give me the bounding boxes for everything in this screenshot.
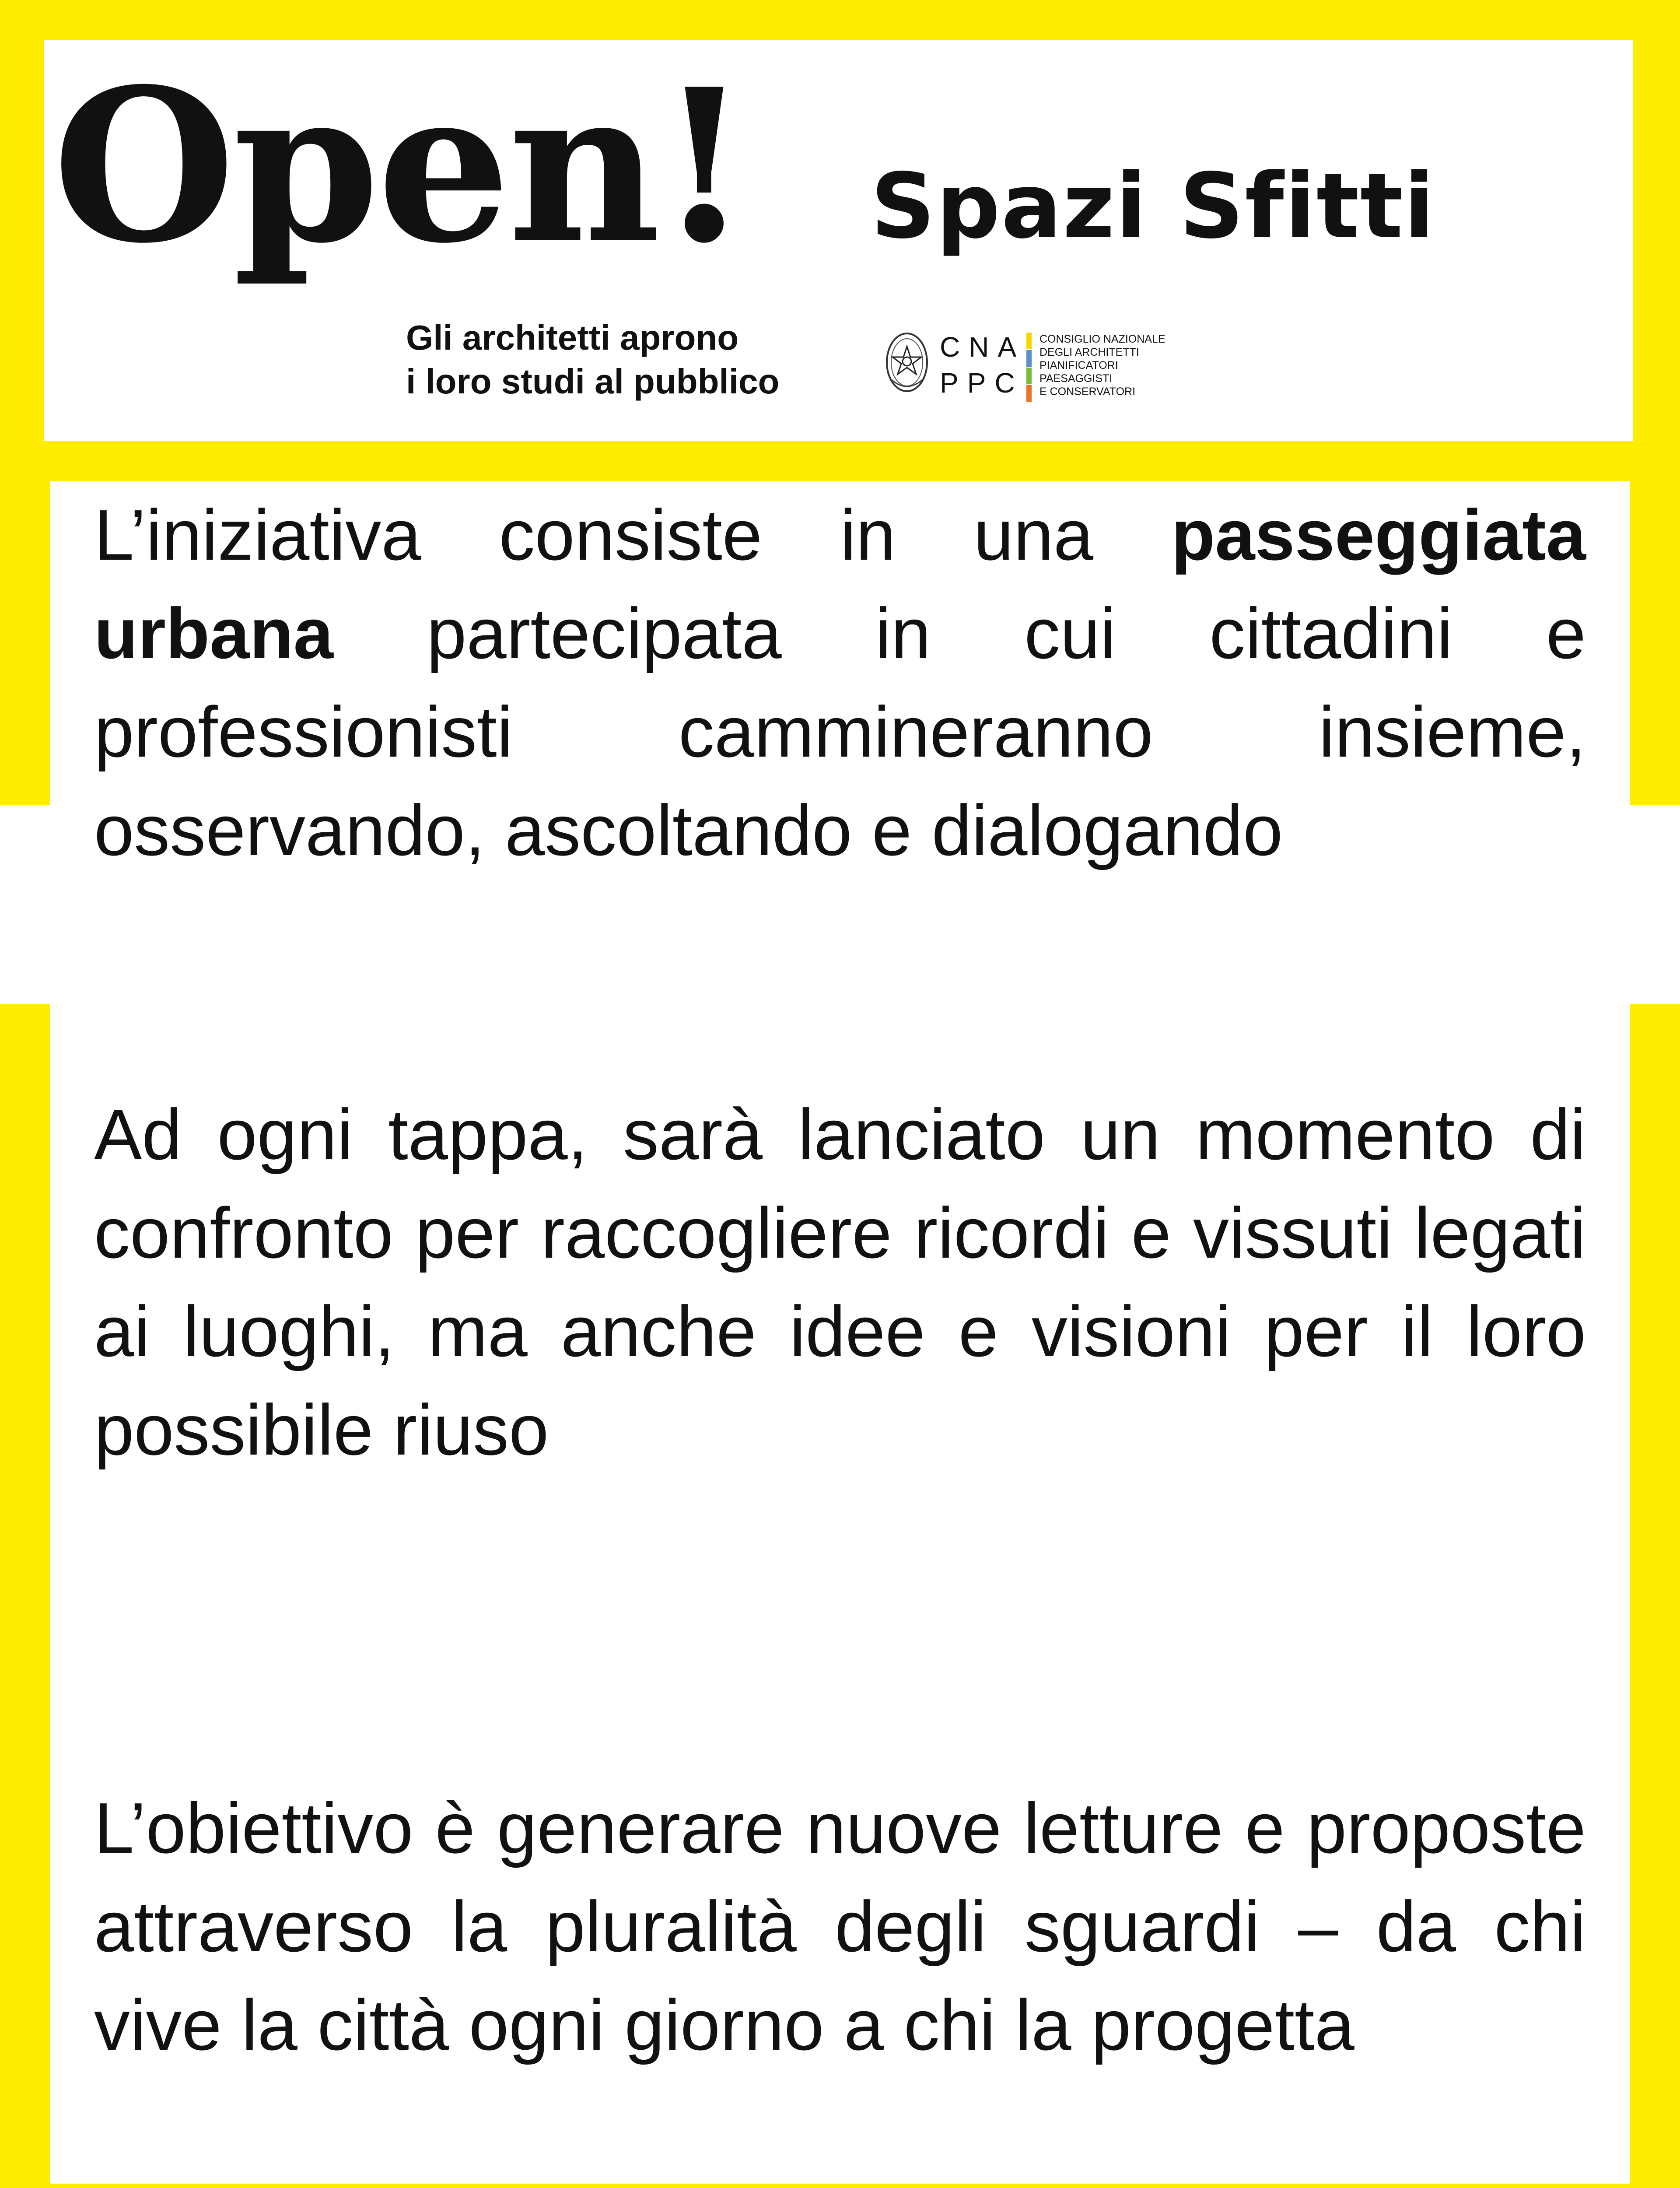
council-line-1: CONSIGLIO NAZIONALE [1040,333,1166,345]
tagline-line-1: Gli architetti aprono [406,318,739,357]
paragraph-initiative-start: L’iniziativa consiste in una [94,495,1172,575]
logo-stripe-green [1026,368,1032,384]
yellow-frame-left-upper [0,481,50,805]
yellow-frame-right-lower [1630,1004,1680,2188]
council-name [1040,333,1166,398]
paragraph-stages: Ad ogni tappa, sarà lanciato un momento di confronto per raccogliere ricordi e vissuti legati ai luoghi, ma anche idee e visioni per il loro possibile riuso [94,1094,1586,1470]
logo-stripe-blue [1026,350,1032,367]
council-line-5: E CONSERVATORI [1040,386,1136,398]
yellow-frame-left-lower [0,1004,50,2188]
logo-subtitle: Spazi Sfitti [871,154,1436,259]
council-line-2: DEGLI ARCHITETTI [1040,346,1139,358]
cnappc-logo [940,329,1025,401]
yellow-frame-right-upper [1630,481,1680,805]
paragraph-objective: L’obiettivo è generare nuove letture e proposte attraverso la pluralità degli sguardi – da chi vive la città ogni giorno a chi la progetta [94,1788,1586,2065]
logo-open: Open! [52,43,748,290]
yellow-frame-bottom [0,2184,1680,2188]
cnappc-line-2: PPC [940,367,1024,399]
council-line-4: PAESAGGISTI [1040,372,1113,385]
council-line-3: PIANIFICATORI [1040,359,1118,372]
logo-stripe-orange [1026,385,1032,402]
paragraph-initiative-bold: passeggiata urbana [94,495,1586,673]
logo-stripe-yellow [1026,333,1032,349]
paragraph-initiative-end: partecipata in cui cittadini e professionisti cammineranno insieme, osservando, ascoltando e dialogando [94,593,1586,870]
italian-republic-emblem-icon [883,327,931,397]
cnappc-line-1: CNA [940,331,1026,363]
tagline-line-2: i loro studi al pubblico [406,362,780,401]
tagline [406,316,779,403]
paragraph-initiative [94,486,1586,880]
